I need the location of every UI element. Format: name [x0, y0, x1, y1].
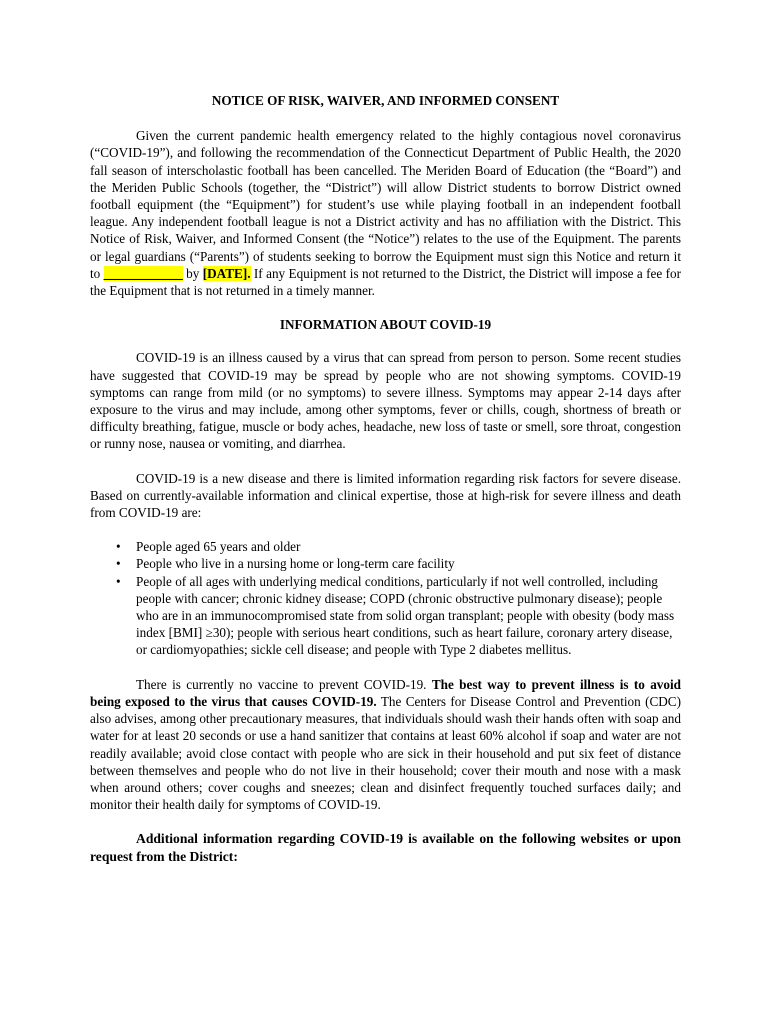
prevention-text-1: There is currently no vaccine to prevent COVID-19.	[136, 676, 432, 692]
additional-info-paragraph: Additional information regarding COVID-19 is available on the following websites or upon request from the District:	[90, 831, 681, 865]
document-body	[90, 92, 681, 866]
list-item: • People of all ages with underlying medical conditions, particularly if not well controlled, including people with cancer; chronic kidney disease; COPD (chronic obstructive pulmonary disease); people who are in an immunocompromised state from solid organ transplant; people with obesity (body mass index [BMI] ≥30); people with serious heart conditions, such as heart failure, coronary artery disease, or cardiomyopathies; sickle cell disease; and people with Type 2 diabetes mellitus.	[116, 573, 675, 658]
intro-text-2: by	[182, 265, 203, 281]
prevention-text-2: The Centers for Disease Control and Prevention (CDC) also advises, among other precautionary measures, that individuals should wash their hands often with soap and water for at least 20 seconds or use a hand sanitizer that contains at least 60% alcohol if soap and water are not readily available; avoid close contact with people who are sick in their household and put six feet of distance between themselves and people who do not live in their household; cover their mouth and nose with a mask when around others; cover coughs and sneezes; clean and disinfect frequently touched surfaces daily; and monitor their health daily for symptoms of COVID-19.	[90, 693, 681, 813]
return-to-blank: ____________	[103, 265, 183, 281]
bullet-icon: •	[116, 573, 121, 589]
intro-text-3: If any Equipment is not returned to the District, the District will impose a fee for the Equipment that is not returned in a timely manner.	[90, 265, 681, 299]
list-item: • People who live in a nursing home or long-term care facility	[116, 556, 455, 572]
high-risk-list	[90, 538, 681, 658]
document-title: NOTICE OF RISK, WAIVER, AND INFORMED CONSENT	[211, 93, 560, 108]
risk-factors-paragraph: COVID-19 is a new disease and there is limited information regarding risk factors for severe disease. Based on currently-available information and clinical expertise, those at high-risk for severe illness and death from COVID-19 are:	[90, 470, 681, 521]
bullet-icon: •	[116, 539, 121, 555]
covid-info-paragraph: COVID-19 is an illness caused by a virus that can spread from person to person. Some recent studies have suggested that COVID-19 may be spread by people who are not showing symptoms. COVID-19 symptoms can range from mild (or no symptoms) to severe illness. Symptoms may appear 2-14 days after exposure to the virus and may include, among other symptoms, fever or chills, cough, shortness of breath or difficulty breathing, fatigue, muscle or body aches, headache, new loss of taste or smell, sore throat, congestion or runny nose, nausea or vomiting, and diarrhea.	[90, 350, 681, 452]
intro-text-1: Given the current pandemic health emergency related to the highly contagious novel coronavirus (“COVID-19”), and following the recommendation of the Connecticut Department of Public Health, the 2020 fall season of interscholastic football has been cancelled. The Meriden Board of Education (the “Board”) and the Meriden Public Schools (together, the “District”) will allow District students to borrow District owned football equipment (the “Equipment”) for student’s use while playing football in an independent football league. Any independent football league is not a District activity and has no affiliation with the District. This Notice of Risk, Waiver, and Informed Consent (the “Notice”) relates to the use of the Equipment. The parents or legal guardians (“Parents”) of students seeking to borrow the Equipment must sign this Notice and return it to	[90, 128, 681, 281]
date-placeholder: [DATE].	[202, 265, 251, 281]
prevention-bold-text: The best way to prevent illness is to avoid being exposed to the virus that causes COVID-19.	[90, 676, 681, 709]
list-item: • People aged 65 years and older	[116, 539, 301, 555]
intro-paragraph	[90, 127, 681, 299]
bullet-icon: •	[116, 556, 121, 572]
prevention-paragraph	[90, 676, 681, 814]
section-heading: INFORMATION ABOUT COVID-19	[279, 317, 492, 333]
